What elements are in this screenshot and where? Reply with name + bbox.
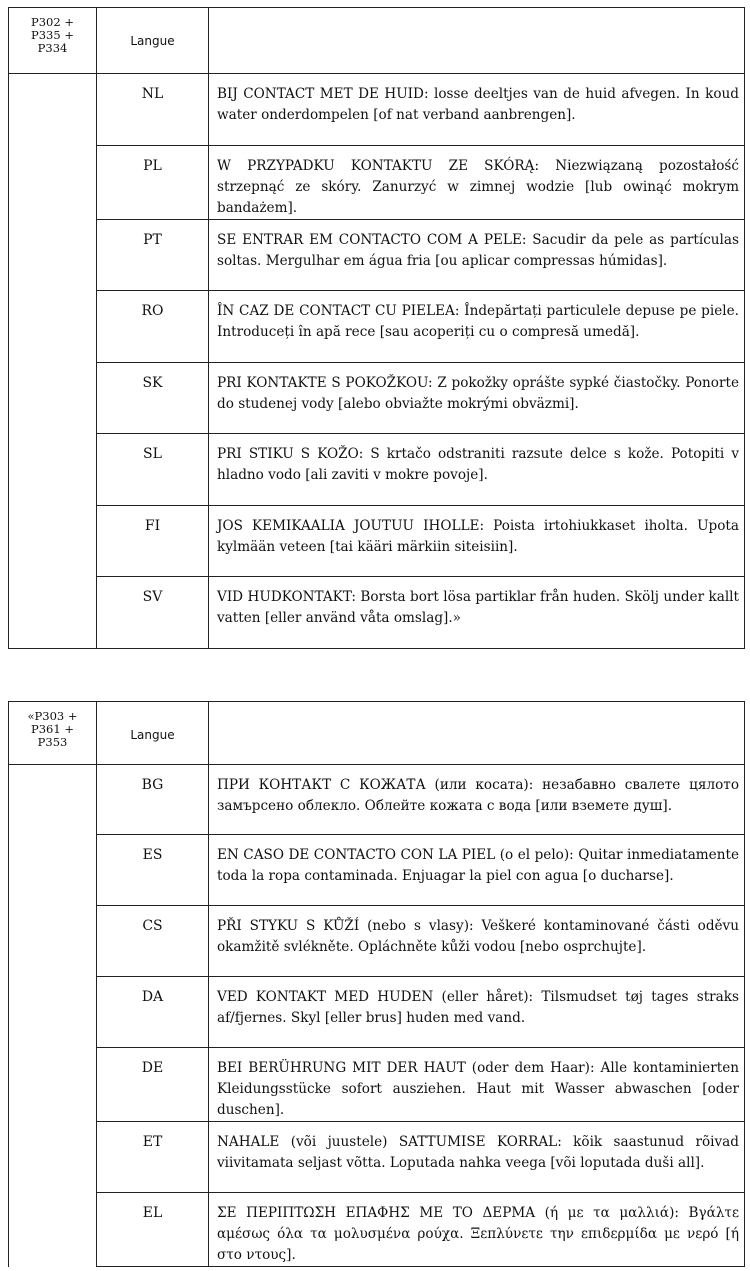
table-row <box>9 1122 745 1193</box>
code-line: P302 + <box>31 15 74 29</box>
statement-text: ÎN CAZ DE CONTACT CU PIELEA: Îndepărtați particulele depuse pe piele. Introduceți în apă rece [sau acoperiți cu o compresă umedă]. <box>209 291 745 363</box>
statement-text: PRI STIKU S KOŽO: S krtačo odstraniti razsute delce s kože. Potopiti v hladno vodo [ali zaviti v mokre povoje]. <box>209 434 745 506</box>
empty-code-cell <box>9 434 97 506</box>
table-row <box>9 835 745 906</box>
empty-code-cell <box>9 977 97 1048</box>
table-header-row <box>9 8 745 74</box>
empty-code-cell <box>9 577 97 649</box>
statement-code-cell <box>9 702 97 765</box>
table-row <box>9 291 745 363</box>
statement-text: JOS KEMIKAALIA JOUTUU IHOLLE: Poista irtohiukkaset iholta. Upota kylmään veteen [tai kääri märkiin siteisiin]. <box>209 506 745 577</box>
statement-text: SE ENTRAR EM CONTACTO COM A PELE: Sacudir da pele as partículas soltas. Mergulhar em água fria [ou aplicar compressas húmidas]. <box>209 220 745 291</box>
empty-code-cell <box>9 765 97 835</box>
precaution-table-p302 <box>8 7 745 649</box>
empty-code-cell <box>9 506 97 577</box>
header-text-cell <box>209 702 745 765</box>
table-row <box>9 765 745 835</box>
langue-header: Langue <box>97 8 209 74</box>
language-code: EL <box>97 1193 209 1267</box>
langue-header: Langue <box>97 702 209 765</box>
empty-code-cell <box>9 1193 97 1267</box>
table-row <box>9 977 745 1048</box>
table-row <box>9 506 745 577</box>
table-row <box>9 363 745 434</box>
language-code: PT <box>97 220 209 291</box>
language-code: SL <box>97 434 209 506</box>
table-row <box>9 577 745 649</box>
language-code: SK <box>97 363 209 434</box>
code-line: «P303 + <box>27 709 78 723</box>
code-line: P361 + <box>31 722 74 736</box>
language-code: RO <box>97 291 209 363</box>
statement-text: ПРИ КОНТАКТ С КОЖАТА (или косата): незабавно свалете цялото замърсено облекло. Облейте кожата с вода [или вземете душ]. <box>209 765 745 835</box>
language-code: CS <box>97 906 209 977</box>
code-line: P334 <box>37 41 68 55</box>
table-row <box>9 906 745 977</box>
table-row <box>9 1193 745 1267</box>
empty-code-cell <box>9 220 97 291</box>
precaution-table-p303 <box>8 701 745 1267</box>
code-line: P335 + <box>31 28 74 42</box>
empty-code-cell <box>9 291 97 363</box>
language-code: BG <box>97 765 209 835</box>
empty-code-cell <box>9 1048 97 1122</box>
empty-code-cell <box>9 74 97 146</box>
empty-code-cell <box>9 906 97 977</box>
statement-text: VID HUDKONTAKT: Borsta bort lösa partiklar från huden. Skölj under kallt vatten [eller använd våta omslag].» <box>209 577 745 649</box>
statement-text: BIJ CONTACT MET DE HUID: losse deeltjes van de huid afvegen. In koud water onderdompelen [of nat verband aanbrengen]. <box>209 74 745 146</box>
empty-code-cell <box>9 363 97 434</box>
statement-text: PŘI STYKU S KŮŽÍ (nebo s vlasy): Veškeré kontaminované části oděvu okamžitě svlékněte. Opláchněte kůži vodou [nebo osprchujte]. <box>209 906 745 977</box>
language-code: DA <box>97 977 209 1048</box>
table-row <box>9 146 745 220</box>
statement-text: VED KONTAKT MED HUDEN (eller håret): Tilsmudset tøj tages straks af/fjernes. Skyl [eller brus] huden med vand. <box>209 977 745 1048</box>
statement-text: NAHALE (või juustele) SATTUMISE KORRAL: kõik saastunud rõivad viivitamata seljast võtta. Loputada nahka veega [või loputada duši all]. <box>209 1122 745 1193</box>
statement-text: PRI KONTAKTE S POKOŽKOU: Z pokožky oprášte sypké čiastočky. Ponorte do studenej vody [alebo obviažte mokrými obväzmi]. <box>209 363 745 434</box>
table-row <box>9 434 745 506</box>
table-row <box>9 1048 745 1122</box>
statement-text: BEI BERÜHRUNG MIT DER HAUT (oder dem Haar): Alle kontaminierten Kleidungsstücke sofort ausziehen. Haut mit Wasser abwaschen [oder duschen]. <box>209 1048 745 1122</box>
statement-text: EN CASO DE CONTACTO CON LA PIEL (o el pelo): Quitar inmediatamente toda la ropa contaminada. Enjuagar la piel con agua [o ducharse]. <box>209 835 745 906</box>
table-row <box>9 74 745 146</box>
statement-text: ΣΕ ΠΕΡΙΠΤΩΣΗ ΕΠΑΦΗΣ ΜΕ ΤΟ ΔΕΡΜΑ (ή με τα μαλλιά): Βγάλτε αμέσως όλα τα μολυσμένα ρούχα. Ξεπλύνετε την επιδερμίδα με νερό [ή στο ντους]. <box>209 1193 745 1267</box>
header-text-cell <box>209 8 745 74</box>
language-code: FI <box>97 506 209 577</box>
empty-code-cell <box>9 146 97 220</box>
code-line: P353 <box>37 735 68 749</box>
table-header-row <box>9 702 745 765</box>
language-code: SV <box>97 577 209 649</box>
language-code: PL <box>97 146 209 220</box>
table-row <box>9 220 745 291</box>
language-code: ES <box>97 835 209 906</box>
language-code: ET <box>97 1122 209 1193</box>
empty-code-cell <box>9 1122 97 1193</box>
language-code: DE <box>97 1048 209 1122</box>
statement-text: W PRZYPADKU KONTAKTU ZE SKÓRĄ: Niezwiązaną pozostałość strzepnąć ze skóry. Zanurzyć w zimnej wodzie [lub owinąć mokrym bandażem]. <box>209 146 745 220</box>
statement-code-cell <box>9 8 97 74</box>
empty-code-cell <box>9 835 97 906</box>
language-code: NL <box>97 74 209 146</box>
